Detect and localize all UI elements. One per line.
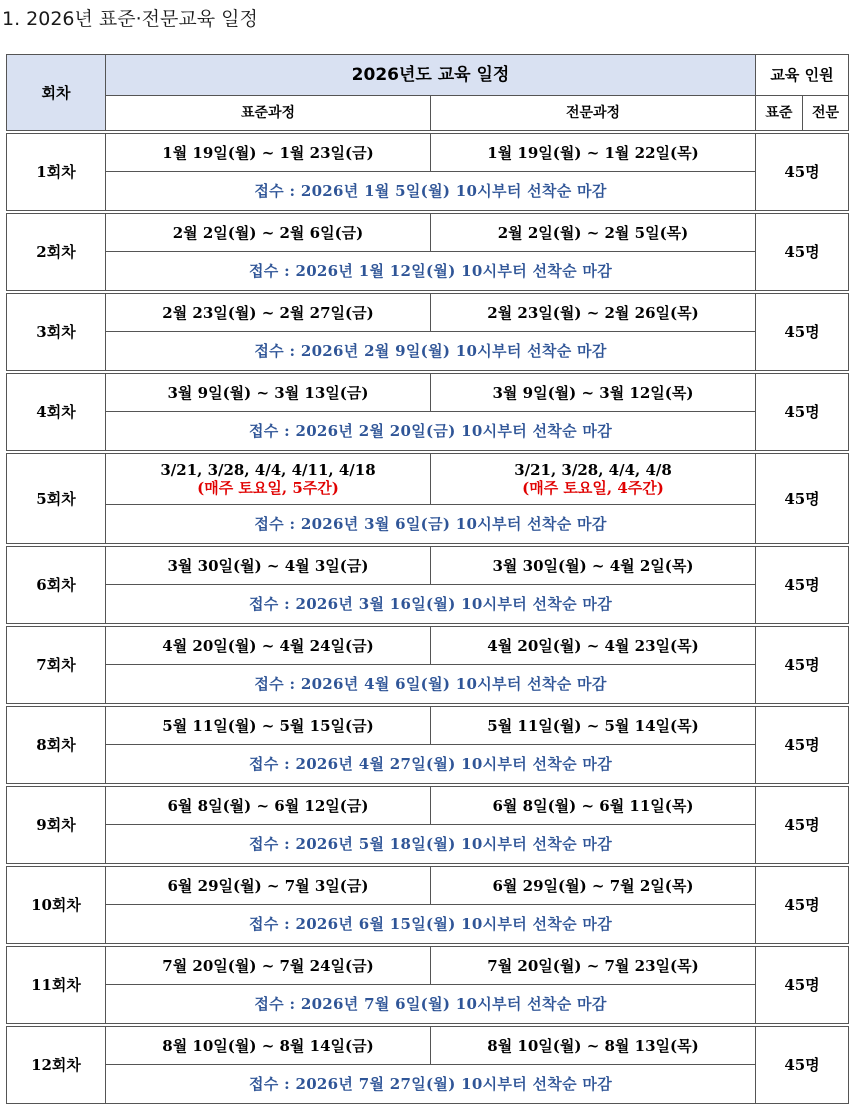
standard-course-dates: [106, 867, 431, 905]
round-date-row: [7, 867, 849, 905]
round-date-row: [7, 134, 849, 172]
round-date-row: [7, 454, 849, 505]
header-row-bottom: [7, 96, 849, 131]
registration-info: 접수 : 2026년 3월 6일(금) 10시부터 선착순 마감: [106, 505, 756, 544]
standard-course-dates: [106, 947, 431, 985]
round-date-row: [7, 547, 849, 585]
standard-date-text: 6월 29일(월) ~ 7월 3일(금): [167, 876, 369, 895]
round-label: 9회차: [7, 787, 106, 864]
standard-saturday-note: (매주 토요일, 5주간): [197, 479, 339, 497]
expert-course-header: 전문과정: [431, 96, 756, 131]
registration-info: 접수 : 2026년 2월 20일(금) 10시부터 선착순 마감: [106, 412, 756, 451]
standard-course-dates: [106, 627, 431, 665]
capacity-value: 45명: [756, 787, 849, 864]
expert-course-dates: [431, 134, 756, 172]
registration-info: 접수 : 2026년 4월 6일(월) 10시부터 선착순 마감: [106, 665, 756, 704]
expert-course-dates: [431, 947, 756, 985]
expert-course-dates: [431, 787, 756, 825]
capacity-standard-header: 표준: [756, 96, 803, 131]
page-heading: 1. 2026년 표준·전문교육 일정: [2, 8, 258, 30]
round-date-row: [7, 707, 849, 745]
standard-date-text: 8월 10일(월) ~ 8월 14일(금): [162, 1036, 374, 1055]
capacity-value: 45명: [756, 707, 849, 784]
round-date-row: [7, 787, 849, 825]
round-date-row: [7, 374, 849, 412]
registration-info: 접수 : 2026년 2월 9일(월) 10시부터 선착순 마감: [106, 332, 756, 371]
expert-course-dates: [431, 214, 756, 252]
expert-course-dates: [431, 1027, 756, 1065]
capacity-value: 45명: [756, 547, 849, 624]
expert-date-text: 4월 20일(월) ~ 4월 23일(목): [487, 636, 699, 655]
registration-info: 접수 : 2026년 3월 16일(월) 10시부터 선착순 마감: [106, 585, 756, 624]
registration-row: [7, 1065, 849, 1104]
standard-date-text: 3월 30일(월) ~ 4월 3일(금): [167, 556, 369, 575]
standard-course-dates: [106, 707, 431, 745]
schedule-title: 2026년도 교육 일정: [106, 55, 756, 96]
expert-date-text: 2월 2일(월) ~ 2월 5일(목): [497, 223, 689, 242]
registration-info: 접수 : 2026년 7월 27일(월) 10시부터 선착순 마감: [106, 1065, 756, 1104]
expert-course-dates: [431, 547, 756, 585]
expert-date-text: 1월 19일(월) ~ 1월 22일(목): [487, 143, 699, 162]
expert-date-text: 8월 10일(월) ~ 8월 13일(목): [487, 1036, 699, 1055]
capacity-value: 45명: [756, 947, 849, 1024]
expert-date-text: 3월 30일(월) ~ 4월 2일(목): [492, 556, 694, 575]
registration-info: 접수 : 2026년 6월 15일(월) 10시부터 선착순 마감: [106, 905, 756, 944]
registration-info: 접수 : 2026년 1월 12일(월) 10시부터 선착순 마감: [106, 252, 756, 291]
expert-course-dates: [431, 294, 756, 332]
round-label: 2회차: [7, 214, 106, 291]
round-label: 10회차: [7, 867, 106, 944]
standard-date-text: 4월 20일(월) ~ 4월 24일(금): [162, 636, 374, 655]
registration-row: [7, 412, 849, 451]
standard-course-dates: [106, 374, 431, 412]
registration-info: 접수 : 2026년 1월 5일(월) 10시부터 선착순 마감: [106, 172, 756, 211]
header-row-top: [7, 55, 849, 96]
registration-row: [7, 985, 849, 1024]
registration-info: 접수 : 2026년 7월 6일(월) 10시부터 선착순 마감: [106, 985, 756, 1024]
registration-row: [7, 172, 849, 211]
round-label: 6회차: [7, 547, 106, 624]
registration-row: [7, 665, 849, 704]
standard-course-dates: [106, 547, 431, 585]
registration-row: [7, 332, 849, 371]
standard-date-text: 2월 2일(월) ~ 2월 6일(금): [172, 223, 364, 242]
standard-course-dates: [106, 1027, 431, 1065]
capacity-value: 45명: [756, 454, 849, 544]
standard-course-header: 표준과정: [106, 96, 431, 131]
round-date-row: [7, 627, 849, 665]
standard-course-dates: [106, 214, 431, 252]
standard-date-text: 3월 9일(월) ~ 3월 13일(금): [167, 383, 369, 402]
capacity-value: 45명: [756, 294, 849, 371]
standard-date-text: 6월 8일(월) ~ 6월 12일(금): [167, 796, 369, 815]
registration-row: [7, 505, 849, 544]
standard-date-text: 5월 11일(월) ~ 5월 15일(금): [162, 716, 374, 735]
expert-date-text: 6월 29일(월) ~ 7월 2일(목): [492, 876, 694, 895]
round-label: 1회차: [7, 134, 106, 211]
expert-course-dates: [431, 374, 756, 412]
standard-date-text: 2월 23일(월) ~ 2월 27일(금): [162, 303, 374, 322]
round-label: 5회차: [7, 454, 106, 544]
round-label: 8회차: [7, 707, 106, 784]
capacity-expert-header: 전문: [803, 96, 849, 131]
expert-course-dates: [431, 627, 756, 665]
expert-date-text: 2월 23일(월) ~ 2월 26일(목): [487, 303, 699, 322]
schedule-table: [6, 54, 849, 1104]
round-label: 11회차: [7, 947, 106, 1024]
round-label: 7회차: [7, 627, 106, 704]
registration-row: [7, 745, 849, 784]
round-column-header: 회차: [7, 55, 106, 131]
expert-date-text: 5월 11일(월) ~ 5월 14일(목): [487, 716, 699, 735]
round-date-row: [7, 1027, 849, 1065]
expert-date-text: 6월 8일(월) ~ 6월 11일(목): [492, 796, 694, 815]
expert-course-dates: [431, 867, 756, 905]
standard-date-text: 7월 20일(월) ~ 7월 24일(금): [162, 956, 374, 975]
expert-saturday-note: (매주 토요일, 4주간): [522, 479, 664, 497]
round-date-row: [7, 947, 849, 985]
capacity-value: 45명: [756, 867, 849, 944]
expert-course-dates: [431, 454, 756, 505]
capacity-value: 45명: [756, 374, 849, 451]
round-label: 4회차: [7, 374, 106, 451]
expert-date-text: 3월 9일(월) ~ 3월 12일(목): [492, 383, 694, 402]
expert-course-dates: [431, 707, 756, 745]
standard-course-dates: [106, 294, 431, 332]
capacity-value: 45명: [756, 214, 849, 291]
standard-date-text: 1월 19일(월) ~ 1월 23일(금): [162, 143, 374, 162]
standard-course-dates: [106, 454, 431, 505]
round-label: 3회차: [7, 294, 106, 371]
round-date-row: [7, 214, 849, 252]
expert-date-text: 7월 20일(월) ~ 7월 23일(목): [487, 956, 699, 975]
capacity-header: 교육 인원: [756, 55, 849, 96]
expert-date-text: 3/21, 3/28, 4/4, 4/8: [514, 461, 672, 479]
registration-row: [7, 825, 849, 864]
registration-info: 접수 : 2026년 5월 18일(월) 10시부터 선착순 마감: [106, 825, 756, 864]
registration-row: [7, 905, 849, 944]
capacity-value: 45명: [756, 1027, 849, 1104]
registration-info: 접수 : 2026년 4월 27일(월) 10시부터 선착순 마감: [106, 745, 756, 784]
registration-row: [7, 585, 849, 624]
standard-course-dates: [106, 134, 431, 172]
round-date-row: [7, 294, 849, 332]
registration-row: [7, 252, 849, 291]
capacity-value: 45명: [756, 627, 849, 704]
standard-course-dates: [106, 787, 431, 825]
round-label: 12회차: [7, 1027, 106, 1104]
standard-date-text: 3/21, 3/28, 4/4, 4/11, 4/18: [160, 461, 376, 479]
capacity-value: 45명: [756, 134, 849, 211]
